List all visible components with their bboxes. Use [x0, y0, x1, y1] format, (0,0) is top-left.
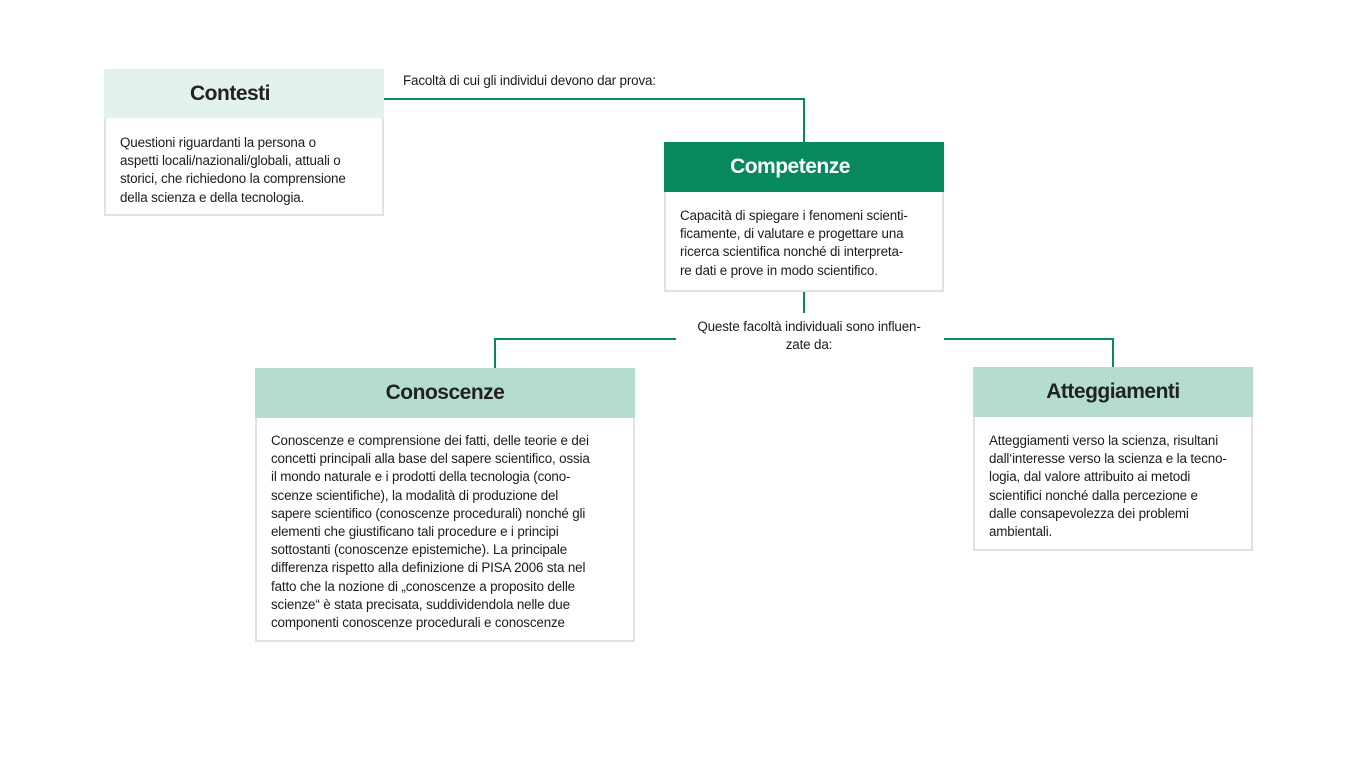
conoscenze-line: componenti conoscenze procedurali e conoscenze	[271, 615, 565, 631]
atteggiamenti-line: scientifici nonché dalla percezione e	[989, 487, 1198, 503]
atteggiamenti-box	[973, 367, 1253, 551]
conoscenze-line: concetti principali alla base del sapere scientifico, ossia	[271, 451, 590, 467]
connector-branch-left-vertical	[494, 338, 496, 368]
contesti-box	[104, 69, 384, 216]
atteggiamenti-line: logia, dal valore attribuito ai metodi	[989, 469, 1191, 485]
connector-competenze-bottom-vertical	[803, 291, 805, 313]
connector-contesti-horizontal	[384, 98, 805, 100]
contesti-line: della scienza e della tecnologia.	[120, 189, 305, 205]
contesti-line: Questioni riguardanti la persona o	[120, 135, 316, 150]
conoscenze-line: elementi che giustificano tali procedure e i principi	[271, 524, 559, 540]
contesti-line: storici, che richiedono la comprensione	[120, 171, 346, 187]
middle-caption-line-2: zate da:	[785, 337, 833, 352]
atteggiamenti-line: ambientali.	[989, 524, 1053, 540]
conoscenze-description	[257, 418, 633, 632]
atteggiamenti-line: Atteggiamenti verso la scienza, risultani	[989, 433, 1219, 448]
middle-caption-line-1: Queste facoltà individuali sono influen-	[697, 319, 921, 334]
atteggiamenti-title: Atteggiamenti	[1046, 380, 1180, 403]
middle-connector-caption	[676, 318, 942, 354]
competenze-line: ricerca scientifica nonché di interpreta-	[680, 244, 904, 260]
conoscenze-title: Conoscenze	[385, 381, 505, 404]
competenze-box	[664, 142, 944, 292]
competenze-description	[666, 192, 942, 280]
competenze-line: re dati e prove in modo scientifico.	[680, 262, 878, 278]
contesti-title: Contesti	[190, 81, 270, 105]
top-connector-caption: Facoltà di cui gli individui devono dar prova:	[403, 73, 656, 88]
connector-branch-right-vertical	[1112, 338, 1114, 368]
connector-branch-right-horizontal	[944, 338, 1114, 340]
contesti-line: aspetti locali/nazionali/globali, attuali o	[120, 153, 341, 169]
atteggiamenti-description	[975, 417, 1251, 541]
competenze-line: Capacità di spiegare i fenomeni scienti-	[680, 208, 908, 223]
conoscenze-line: scenze scientifiche), la modalità di produzione del	[271, 487, 559, 503]
contesti-header	[104, 69, 384, 118]
conoscenze-line: Conoscenze e comprensione dei fatti, delle teorie e dei	[271, 433, 589, 448]
connector-competenze-top-vertical	[803, 98, 805, 143]
contesti-description	[106, 118, 382, 207]
atteggiamenti-line: dalle consapevolezza dei problemi	[989, 505, 1189, 521]
conoscenze-line: fatto che la nozione di „conoscenze a proposito delle	[271, 578, 575, 594]
conoscenze-line: differenza rispetto alla definizione di PISA 2006 sta nel	[271, 560, 586, 576]
conoscenze-line: il mondo naturale e i prodotti della tecnologia (cono-	[271, 469, 571, 485]
conoscenze-box	[255, 368, 635, 642]
conoscenze-line: sapere scientifico (conoscenze procedurali) nonché gli	[271, 505, 586, 521]
competenze-line: ficamente, di valutare e progettare una	[680, 226, 904, 242]
atteggiamenti-line: dall‘interesse verso la scienza e la tecno-	[989, 451, 1227, 467]
conoscenze-header	[255, 368, 635, 418]
competenze-header	[664, 142, 944, 192]
competenze-title: Competenze	[730, 155, 850, 178]
atteggiamenti-header	[973, 367, 1253, 417]
connector-branch-left-horizontal	[494, 338, 684, 340]
conoscenze-line: scienze“ è stata precisata, suddividendola nelle due	[271, 596, 570, 612]
conoscenze-line: sottostanti (conoscenze epistemiche). La principale	[271, 542, 568, 558]
